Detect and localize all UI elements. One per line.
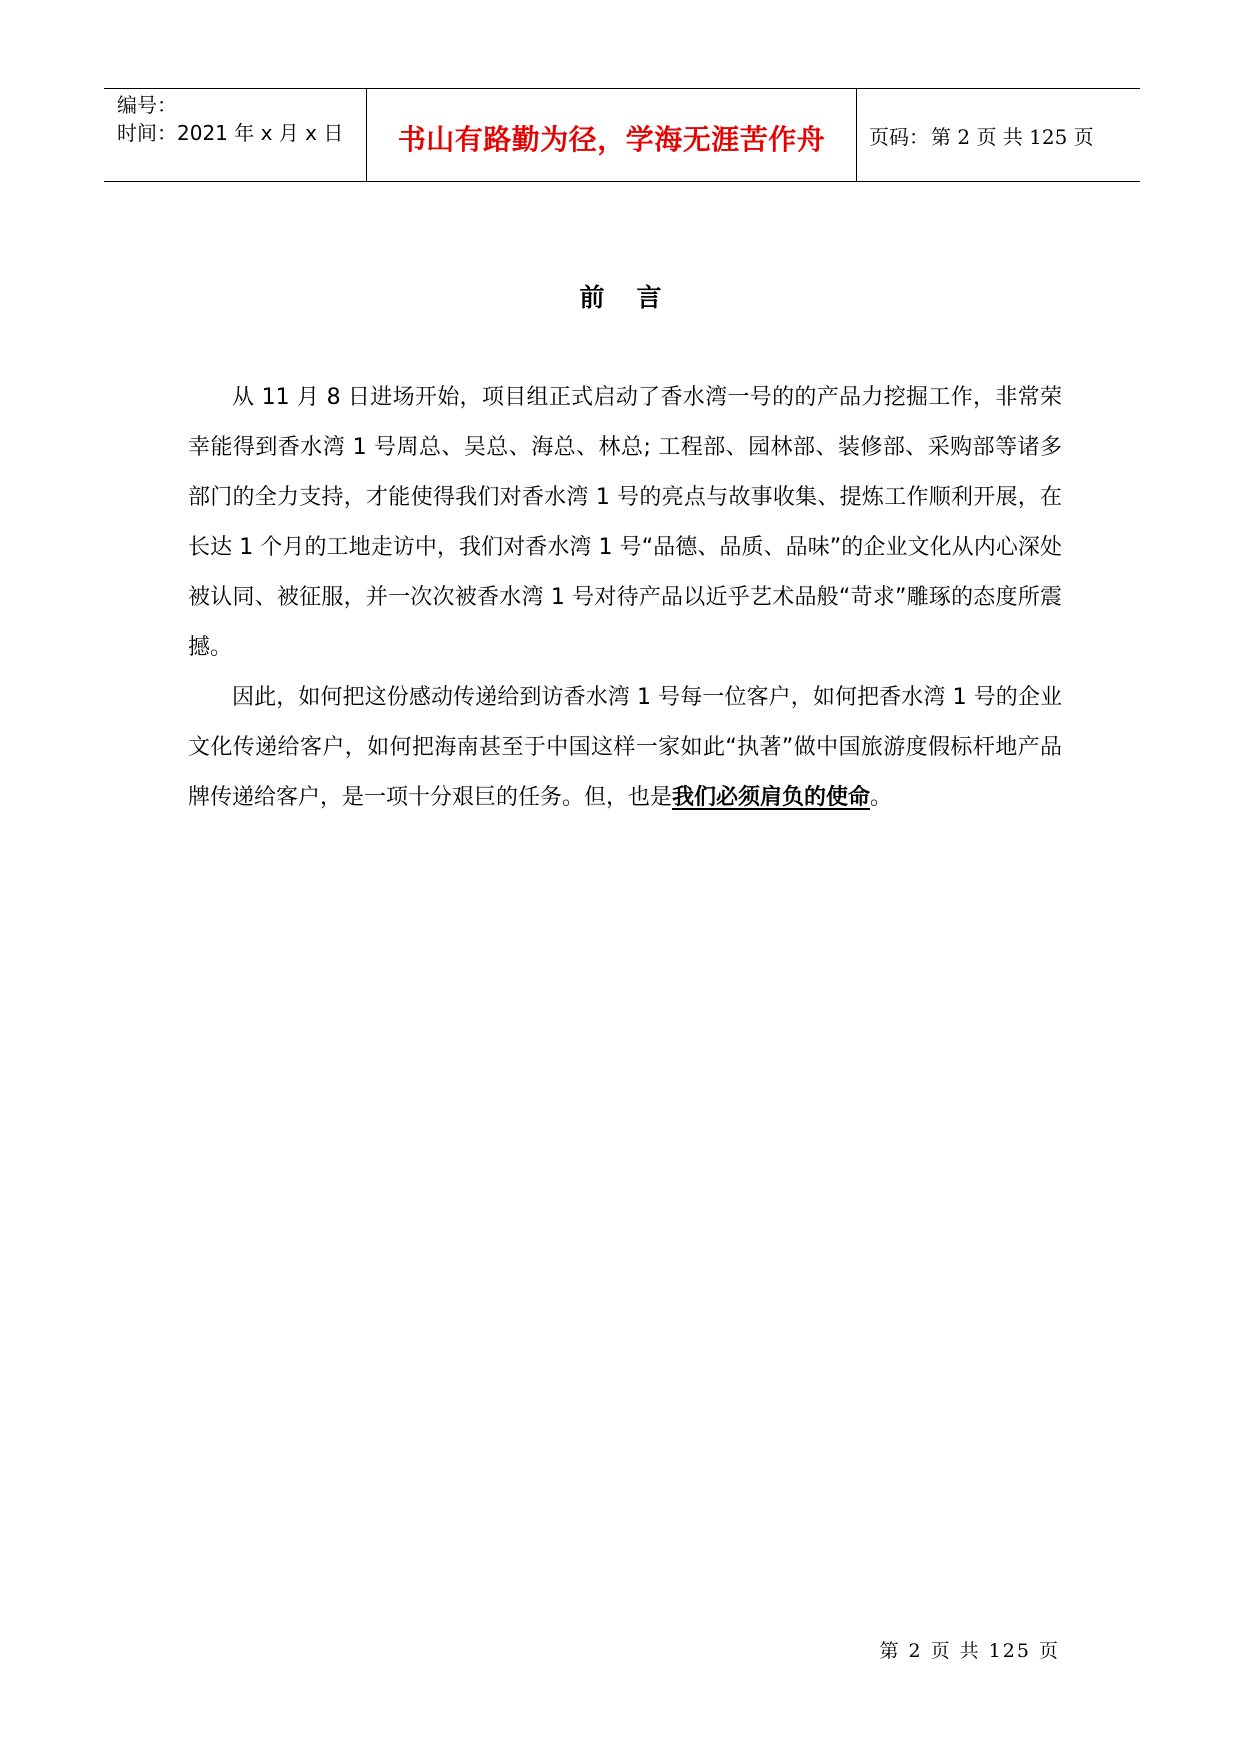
page-code-value: 第 2 页 共 125 页 [931, 124, 1094, 149]
time-label: 时间：2021 年 x 月 x 日 [117, 121, 344, 145]
header-meta-cell [104, 89, 367, 181]
serial-label: 编号： [117, 93, 177, 117]
header-page-cell [857, 89, 1140, 181]
motto: 书山有路勤为径，学海无涯苦作舟 [397, 123, 826, 156]
paragraph-2-emphasis: 我们必须肩负的使命 [672, 785, 871, 810]
document-title: 前言 [579, 283, 694, 312]
paragraph-2 [188, 673, 1062, 823]
footer-page-number: 第 2 页 共 125 页 [879, 1640, 1060, 1662]
page-code-label: 页码： [869, 124, 929, 149]
document-body [188, 373, 1062, 823]
header-motto-cell [367, 89, 857, 181]
paragraph-2-end: 。 [870, 785, 893, 810]
paragraph-2-text: 因此，如何把这份感动传递给到访香水湾 1 号每一位客户，如何把香水湾 1 号的企业文化传递给客户，如何把海南甚至于中国这样一家如此“执著”做中国旅游度假标杆地产品牌传递给客户，是一项十分艰巨的任务。但，也是 [188, 685, 1062, 810]
header-table [104, 88, 1140, 182]
paragraph-1: 从 11 月 8 日进场开始，项目组正式启动了香水湾一号的的产品力挖掘工作，非常荣幸能得到香水湾 1 号周总、吴总、海总、林总; 工程部、园林部、装修部、采购部等诸多部门的全力支持，才能使得我们对香水湾 1 号的亮点与故事收集、提炼工作顺利开展，在长达 1 个月的工地走访中，我们对香水湾 1 号“品德、品质、品味”的企业文化从内心深处被认同、被征服，并一次次被香水湾 1 号对待产品以近乎艺术品般“苛求”雕琢的态度所震撼。 [188, 385, 1062, 660]
